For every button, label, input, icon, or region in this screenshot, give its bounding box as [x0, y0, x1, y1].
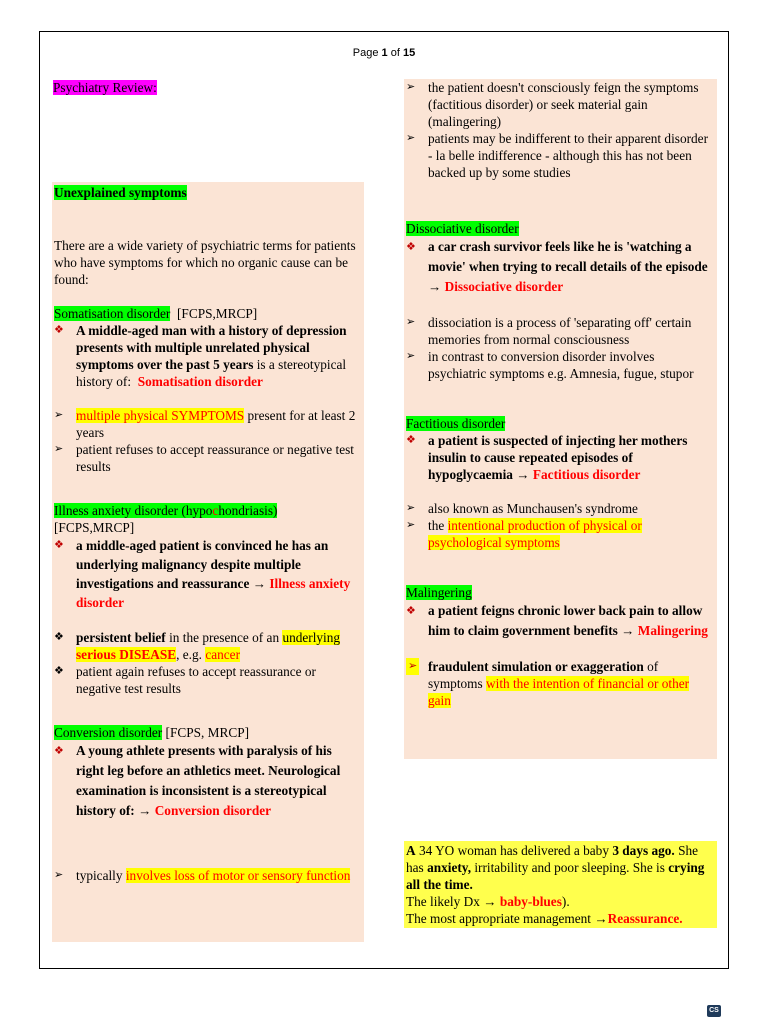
illness-anxiety-tag: [FCPS,MRCP]	[54, 520, 135, 535]
factitious-bullet-2: ➢ the intentional production of physical or psychological symptoms	[406, 518, 642, 550]
illness-anxiety-bullet-1: ❖ persistent belief in the presence of an underlying serious DISEASE, e.g. cancer	[54, 630, 341, 662]
left-column-box	[52, 182, 364, 942]
malingering-bullet-1: ➢ fraudulent simulation or exaggeration of symptoms with the intention of financial or other gain	[408, 659, 690, 708]
intro-heading: Unexplained symptoms	[54, 185, 187, 200]
malingering-heading: Malingering	[406, 585, 472, 600]
illness-anxiety-bullet-2: ❖ patient again refuses to accept reassurance or negative test results	[54, 664, 316, 696]
somatisation-case: ❖ A middle-aged man with a history of depression presents with multiple unrelated physical symptoms over the past 5 years is a stereotypical history of: Somatisation disorder	[54, 323, 347, 389]
conversion-bullet-1: ➢ typically involves loss of motor or sensory function	[54, 868, 351, 883]
conversion-case: ❖ A young athlete presents with paralysis of his right leg before an athletics meet. Neurological examination is inconsistent is a stereotypical history of: → Conversion disorder	[54, 743, 341, 818]
dissociative-bullet-1: ➢ dissociation is a process of 'separating off' certain memories from normal consciousness	[406, 315, 692, 347]
right-column-box	[404, 79, 717, 759]
illness-anxiety-case: ❖ a middle-aged patient is convinced he has an underlying malignancy despite multiple investigations and reassurance → Illness anxiety disorder	[54, 538, 351, 610]
factitious-case: ❖ a patient is suspected of injecting her mothers insulin to cause repeated episodes of hypoglycaemia → Factitious disorder	[406, 433, 688, 482]
factitious-bullet-1: ➢ also known as Munchausen's syndrome	[406, 501, 638, 516]
conversion-cont-bullet-1: ➢ the patient doesn't consciously feign the symptoms (factitious disorder) or seek material gain (malingering)	[406, 80, 699, 129]
illness-anxiety-heading: Illness anxiety disorder (hypochondriasis)	[54, 503, 278, 518]
malingering-case: ❖ a patient feigns chronic lower back pain to allow him to claim government benefits → Malingering	[406, 603, 708, 638]
conversion-cont-bullet-2: ➢ patients may be indifferent to their apparent disorder - la belle indifference - although this has not been backed up by some studies	[406, 131, 709, 180]
dissociative-case: ❖ a car crash survivor feels like he is 'watching a movie' when trying to recall details of the episode → Dissociative disorder	[406, 239, 708, 294]
factitious-heading: Factitious disorder	[406, 416, 506, 431]
case-box: A 34 YO woman has delivered a baby 3 days ago. She has anxiety, irritability and poor sleeping. She is crying all the time. The likely Dx → baby-blues). The most appropriate management →Reassurance.	[404, 841, 717, 928]
somatisation-bullet-1: ➢ multiple physical SYMPTOMS present for at least 2 years	[54, 408, 356, 440]
somatisation-heading: Somatisation disorder [FCPS,MRCP]	[54, 306, 258, 321]
conversion-heading: Conversion disorder [FCPS, MRCP]	[54, 725, 250, 740]
cs-badge-icon: CS	[707, 1005, 721, 1017]
somatisation-bullet-2: ➢ patient refuses to accept reassurance or negative test results	[54, 442, 354, 474]
dissociative-heading: Dissociative disorder	[406, 221, 519, 236]
intro-text: There are a wide variety of psychiatric terms for patients who have symptoms for which no organic cause can be found:	[54, 238, 356, 287]
dissociative-bullet-2: ➢ in contrast to conversion disorder involves psychiatric symptoms e.g. Amnesia, fugue, stupor	[406, 349, 694, 381]
page-number: Page 1 of 15	[352, 47, 416, 59]
review-title: Psychiatry Review:	[53, 80, 157, 95]
